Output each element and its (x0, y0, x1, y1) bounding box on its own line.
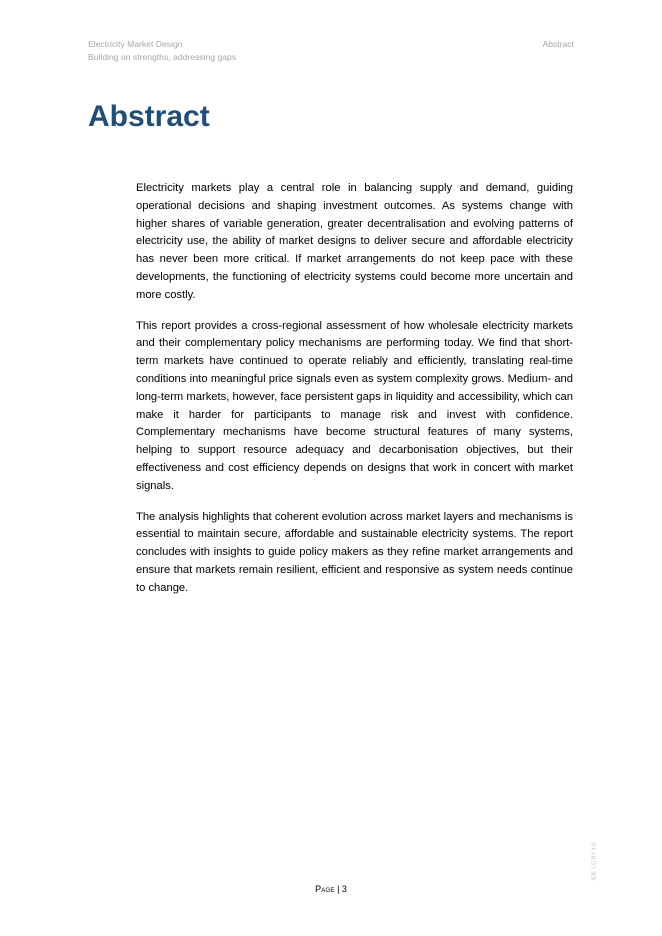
page-number: 3 (341, 884, 347, 894)
abstract-body (136, 180, 573, 611)
page-label: Page (315, 884, 335, 894)
report-title: Electricity Market Design (88, 39, 183, 49)
page-separator: | (334, 884, 342, 894)
paragraph: This report provides a cross-regional assessment of how wholesale electricity markets and their complementary policy mechanisms are performing today. We find that short-term markets have continued to operate reliably and efficiently, translating real-time conditions into meaningful price signals even as system complexity grows. Medium- and long-term markets, however, face persistent gaps in liquidity and accessibility, which can make it harder for participants to manage risk and invest with confidence. Complementary mechanisms have become structural features of many systems, helping to support resource adequacy and decarbonisation objectives, but their effectiveness and cost efficiency depends on designs that work in concert with market signals. (136, 319, 573, 492)
paragraph: The analysis highlights that coherent evolution across market layers and mechanisms is essential to maintain secure, affordable and sustainable electricity systems. The report concludes with insights to guide policy makers as they refine market arrangements and ensure that markets remain resilient, efficient and responsive as system needs continue to change. (136, 510, 573, 594)
running-header-left (88, 38, 236, 64)
report-subtitle: Building on strengths, addressing gaps (88, 52, 237, 62)
license-notice: IEA. CC BY 4.0. (591, 841, 598, 881)
page-title: Abstract (88, 100, 210, 133)
section-label: Abstract (542, 39, 574, 49)
paragraph: Electricity markets play a central role in balancing supply and demand, guiding operational decisions and shaping investment outcomes. As systems change with higher shares of variable generation, greater decentralisation and evolving patterns of electricity use, the ability of market designs to deliver secure and affordable electricity has never been more critical. If market arrangements do not keep pace with these developments, the functioning of electricity systems could become more uncertain and more costly. (136, 182, 573, 301)
page-footer (0, 883, 662, 895)
